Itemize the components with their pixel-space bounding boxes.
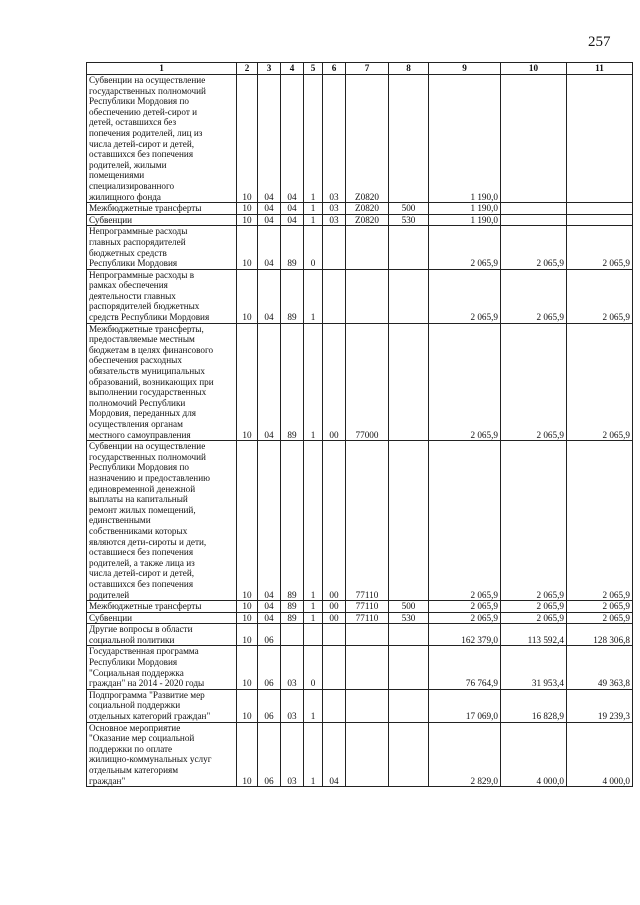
table-cell	[323, 689, 346, 722]
table-cell: 1	[304, 612, 323, 624]
table-cell: 10	[237, 226, 258, 269]
table-cell: Z0820	[346, 203, 389, 215]
table-cell: 1	[304, 722, 323, 787]
expense-name-cell: Непрограммные расходы главных распорядителей бюджетных средств Республики Мордовия	[87, 226, 237, 269]
table-cell: 04	[258, 612, 281, 624]
table-row	[87, 75, 633, 203]
table-cell: 162 379,0	[429, 624, 501, 646]
table-row	[87, 601, 633, 613]
table-cell: 2 065,9	[429, 226, 501, 269]
table-cell: 2 065,9	[567, 601, 633, 613]
table-cell	[567, 214, 633, 226]
table-cell: 03	[281, 722, 304, 787]
table-cell: 06	[258, 624, 281, 646]
table-cell	[346, 646, 389, 689]
table-cell	[323, 624, 346, 646]
table-cell: 2 065,9	[501, 612, 567, 624]
table-cell: 03	[323, 214, 346, 226]
table-cell: 89	[281, 226, 304, 269]
table-cell: 77110	[346, 441, 389, 601]
table-cell: 04	[258, 214, 281, 226]
table-cell: 530	[389, 612, 429, 624]
table-cell: 04	[281, 75, 304, 203]
table-cell: 2 065,9	[501, 601, 567, 613]
table-cell: 0	[304, 646, 323, 689]
column-header: 7	[346, 63, 389, 75]
column-header: 3	[258, 63, 281, 75]
column-header: 1	[87, 63, 237, 75]
table-cell: 77000	[346, 323, 389, 441]
table-cell: 113 592,4	[501, 624, 567, 646]
table-cell: 1 190,0	[429, 214, 501, 226]
table-cell	[501, 214, 567, 226]
table-cell	[389, 75, 429, 203]
table-cell	[389, 624, 429, 646]
table-cell	[567, 203, 633, 215]
table-cell: 2 065,9	[429, 601, 501, 613]
table-cell: 04	[281, 214, 304, 226]
table-cell: 0	[304, 226, 323, 269]
table-cell: 10	[237, 441, 258, 601]
table-cell: 17 069,0	[429, 689, 501, 722]
table-row	[87, 722, 633, 787]
table-cell	[346, 722, 389, 787]
table-cell: 10	[237, 612, 258, 624]
table-cell	[323, 226, 346, 269]
table-cell	[346, 624, 389, 646]
table-cell: 10	[237, 323, 258, 441]
table-cell: 500	[389, 203, 429, 215]
expense-name-cell: Непрограммные расходы в рамках обеспечения деятельности главных распорядителей бюджетных средств Республики Мордовия	[87, 269, 237, 323]
table-row	[87, 214, 633, 226]
table-cell: 2 065,9	[567, 226, 633, 269]
page-number: 257	[588, 34, 611, 50]
table-cell: 04	[258, 323, 281, 441]
table-cell: 10	[237, 269, 258, 323]
table-cell: 2 065,9	[567, 269, 633, 323]
table-cell: 1	[304, 323, 323, 441]
table-row	[87, 203, 633, 215]
table-cell	[389, 646, 429, 689]
column-header: 4	[281, 63, 304, 75]
table-cell	[304, 624, 323, 646]
table-cell: 4 000,0	[501, 722, 567, 787]
table-cell: 530	[389, 214, 429, 226]
expense-name-cell: Субвенции	[87, 214, 237, 226]
table-cell: 2 065,9	[429, 441, 501, 601]
table-cell: 04	[258, 226, 281, 269]
table-row	[87, 689, 633, 722]
table-cell: 4 000,0	[567, 722, 633, 787]
table-cell: 06	[258, 722, 281, 787]
table-cell: 04	[281, 203, 304, 215]
table-cell: 06	[258, 689, 281, 722]
table-header-row	[87, 63, 633, 75]
table-cell: 10	[237, 722, 258, 787]
table-cell: 2 065,9	[567, 441, 633, 601]
table-cell: 04	[258, 75, 281, 203]
table-cell: 00	[323, 323, 346, 441]
column-header: 9	[429, 63, 501, 75]
table-cell: 2 065,9	[567, 612, 633, 624]
table-cell: 16 828,9	[501, 689, 567, 722]
table-cell: 2 065,9	[501, 323, 567, 441]
table-cell	[346, 226, 389, 269]
table-cell	[389, 269, 429, 323]
table-cell: 04	[258, 269, 281, 323]
table-cell: 04	[323, 722, 346, 787]
table-cell: 10	[237, 75, 258, 203]
column-header: 11	[567, 63, 633, 75]
table-cell: 89	[281, 601, 304, 613]
table-cell: 49 363,8	[567, 646, 633, 689]
table-cell: 2 065,9	[567, 323, 633, 441]
table-cell: 89	[281, 323, 304, 441]
column-header: 6	[323, 63, 346, 75]
expense-name-cell: Субвенции	[87, 612, 237, 624]
table-row	[87, 624, 633, 646]
table-cell: 10	[237, 214, 258, 226]
column-header: 10	[501, 63, 567, 75]
expense-name-cell: Государственная программа Республики Мордовия "Социальная поддержка граждан" на 2014 - 2020 годы	[87, 646, 237, 689]
table-cell: 77110	[346, 601, 389, 613]
table-row	[87, 269, 633, 323]
expense-name-cell: Основное мероприятие "Оказание мер социальной поддержки по оплате жилищно-коммунальных услуг отдельным категориям граждан"	[87, 722, 237, 787]
table-cell: 1	[304, 75, 323, 203]
table-cell	[323, 646, 346, 689]
expense-name-cell: Субвенции на осуществление государственных полномочий Республики Мордовия по назначению и предоставлению единовременной денежной выплаты на капитальный ремонт жилых помещений, единственными собственниками которых являются дети-сироты и дети, оставшиеся без попечения родителей, а также лица из числа детей-сирот и детей, оставшихся без попечения родителей	[87, 441, 237, 601]
table-cell: 04	[258, 441, 281, 601]
table-cell	[501, 203, 567, 215]
table-cell: 128 306,8	[567, 624, 633, 646]
table-cell: 00	[323, 601, 346, 613]
table-cell	[389, 722, 429, 787]
table-cell	[389, 323, 429, 441]
table-cell: 00	[323, 612, 346, 624]
table-cell: 00	[323, 441, 346, 601]
table-cell: 03	[281, 689, 304, 722]
table-cell: 89	[281, 441, 304, 601]
table-cell: 03	[323, 75, 346, 203]
table-cell	[501, 75, 567, 203]
column-header: 2	[237, 63, 258, 75]
expense-name-cell: Подпрограмма "Развитие мер социальной поддержки отдельных категорий граждан"	[87, 689, 237, 722]
table-cell: 77110	[346, 612, 389, 624]
table-cell: 2 065,9	[429, 269, 501, 323]
table-row	[87, 646, 633, 689]
table-row	[87, 323, 633, 441]
table-cell: 500	[389, 601, 429, 613]
table-cell	[389, 226, 429, 269]
table-cell: 89	[281, 612, 304, 624]
table-cell: 1	[304, 601, 323, 613]
table-cell: 10	[237, 646, 258, 689]
table-cell: 2 065,9	[501, 226, 567, 269]
table-cell: 2 065,9	[429, 612, 501, 624]
table-cell: 10	[237, 601, 258, 613]
table-cell: Z0820	[346, 75, 389, 203]
table-cell	[346, 689, 389, 722]
expense-name-cell: Субвенции на осуществление государственных полномочий Республики Мордовия по обеспечению детей-сирот и детей, оставшихся без попечения родителей, лиц из числа детей-сирот и детей, оставшихся без попечения родителей, жилыми помещениями специализированного жилищного фонда	[87, 75, 237, 203]
table-cell	[389, 689, 429, 722]
expense-name-cell: Межбюджетные трансферты, предоставляемые местным бюджетам в целях финансового обеспечения расходных обязательств муниципальных образований, возникающих при выполнении государственных полномочий Республики Мордовия, переданных для осуществления органам местного самоуправления	[87, 323, 237, 441]
table-cell: 06	[258, 646, 281, 689]
table-cell: 1	[304, 214, 323, 226]
table-cell: 03	[323, 203, 346, 215]
table-cell: 10	[237, 689, 258, 722]
table-cell: 1	[304, 441, 323, 601]
table-cell	[281, 624, 304, 646]
table-cell	[567, 75, 633, 203]
table-cell: 04	[258, 203, 281, 215]
column-header: 8	[389, 63, 429, 75]
column-header: 5	[304, 63, 323, 75]
expense-name-cell: Межбюджетные трансферты	[87, 601, 237, 613]
table-cell: 03	[281, 646, 304, 689]
table-cell: 76 764,9	[429, 646, 501, 689]
table-row	[87, 612, 633, 624]
table-cell: 10	[237, 624, 258, 646]
table-cell: 1	[304, 269, 323, 323]
budget-table	[86, 62, 633, 787]
table-cell: 2 065,9	[501, 269, 567, 323]
table-cell: 31 953,4	[501, 646, 567, 689]
expense-name-cell: Другие вопросы в области социальной политики	[87, 624, 237, 646]
table-cell	[389, 441, 429, 601]
table-cell: 04	[258, 601, 281, 613]
table-row	[87, 226, 633, 269]
table-cell: 2 829,0	[429, 722, 501, 787]
table-cell: 19 239,3	[567, 689, 633, 722]
expense-name-cell: Межбюджетные трансферты	[87, 203, 237, 215]
table-cell: 1	[304, 689, 323, 722]
table-cell: 1 190,0	[429, 203, 501, 215]
table-row	[87, 441, 633, 601]
table-cell: 89	[281, 269, 304, 323]
table-cell: 10	[237, 203, 258, 215]
table-cell: Z0820	[346, 214, 389, 226]
table-cell	[323, 269, 346, 323]
table-cell: 2 065,9	[429, 323, 501, 441]
table-cell: 1	[304, 203, 323, 215]
table-cell: 2 065,9	[501, 441, 567, 601]
table-cell	[346, 269, 389, 323]
table-cell: 1 190,0	[429, 75, 501, 203]
